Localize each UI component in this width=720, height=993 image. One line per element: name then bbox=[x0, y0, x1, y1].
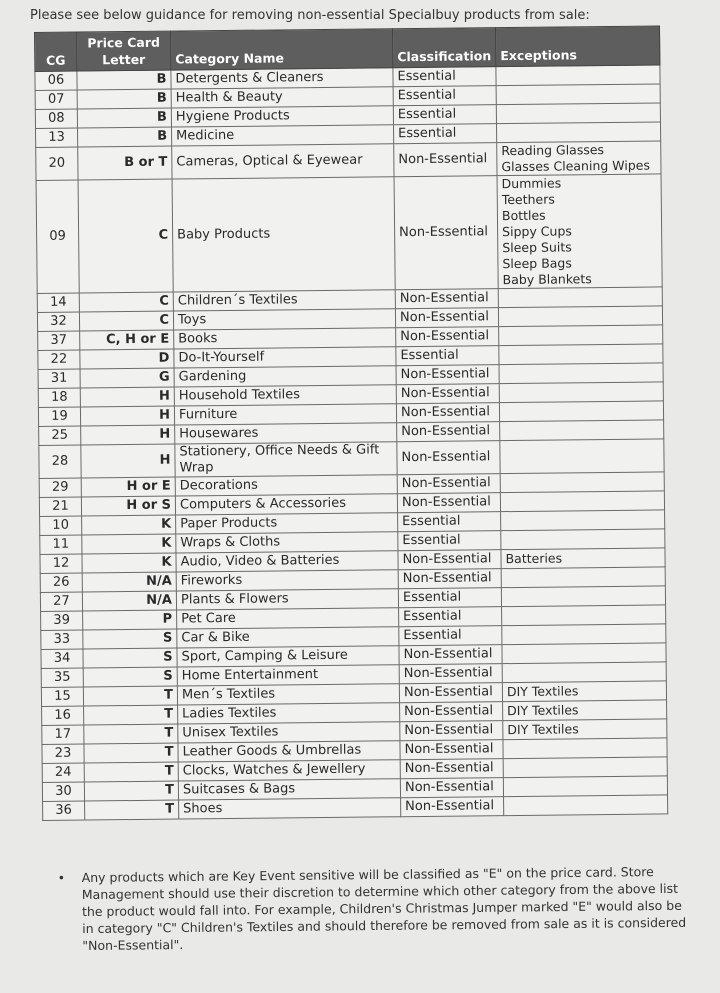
exception-item: Batteries bbox=[505, 550, 563, 567]
cg-cell: 06 bbox=[35, 71, 77, 90]
cg-cell: 36 bbox=[43, 801, 85, 820]
header-category-name: Category Name bbox=[170, 29, 392, 70]
price-card-letter-cell: N/A bbox=[82, 572, 176, 592]
header-price-card-letter bbox=[77, 31, 171, 71]
price-card-letter-cell: T bbox=[84, 781, 178, 801]
classification-cell: Essential bbox=[396, 346, 499, 366]
price-card-letter-cell: S bbox=[83, 648, 177, 668]
classification-cell: Non-Essential bbox=[395, 308, 498, 328]
cg-cell: 12 bbox=[40, 554, 82, 573]
table-header-row bbox=[35, 26, 660, 72]
exceptions-cell bbox=[500, 491, 664, 512]
exception-item: Teethers bbox=[501, 191, 555, 208]
table-row bbox=[36, 174, 662, 294]
category-name-cell: Men´s Textiles bbox=[177, 684, 399, 705]
exceptions-cell bbox=[500, 439, 664, 474]
category-name-cell: Books bbox=[174, 328, 396, 349]
price-card-letter-cell: H bbox=[81, 425, 175, 445]
exceptions-cell bbox=[497, 174, 662, 289]
price-card-letter-cell: D bbox=[80, 349, 174, 369]
exception-item: Dummies bbox=[501, 175, 562, 192]
cg-cell: 21 bbox=[39, 497, 81, 516]
bullet-point: • bbox=[57, 870, 66, 886]
exceptions-cell bbox=[503, 738, 667, 759]
category-name-cell: Medicine bbox=[172, 125, 394, 146]
price-card-letter-cell: H bbox=[80, 387, 174, 407]
cg-cell: 07 bbox=[35, 90, 77, 109]
table-body bbox=[35, 65, 668, 821]
exceptions-cell bbox=[498, 287, 662, 308]
cg-cell: 34 bbox=[41, 649, 83, 668]
exceptions-cell bbox=[503, 700, 667, 721]
classification-cell: Non-Essential bbox=[399, 645, 502, 665]
note-text: Any products which are Key Event sensitive will be classified as "E" on the price card. Store Management should use their discretion to determine which other category from the above list the product would fall into. For example, Children's Christmas Jumper marked "E" would also be in category "C" Children's Textiles and should therefore be removed from sale as it is considered "Non-Essential". bbox=[81, 864, 687, 954]
cg-cell: 08 bbox=[35, 109, 77, 128]
cg-cell: 32 bbox=[37, 312, 79, 331]
category-name-cell: Fireworks bbox=[176, 570, 398, 591]
cg-cell: 09 bbox=[36, 180, 79, 293]
category-name-cell: Do-It-Yourself bbox=[174, 347, 396, 368]
exceptions-cell bbox=[501, 510, 665, 531]
category-name-cell: Plants & Flowers bbox=[176, 589, 398, 610]
cg-cell: 14 bbox=[37, 293, 79, 312]
guidance-note bbox=[57, 863, 689, 955]
classification-cell: Non-Essential bbox=[400, 740, 503, 760]
price-card-letter-cell: N/A bbox=[82, 591, 176, 611]
price-card-letter-cell: P bbox=[83, 610, 177, 630]
cg-cell: 30 bbox=[42, 782, 84, 801]
classification-cell: Non-Essential bbox=[399, 683, 502, 703]
cg-cell: 15 bbox=[41, 687, 83, 706]
exceptions-cell bbox=[502, 662, 666, 683]
cg-cell: 22 bbox=[38, 350, 80, 369]
price-card-letter-cell: G bbox=[80, 368, 174, 388]
exception-item: Reading Glasses bbox=[501, 142, 605, 159]
classification-cell: Non-Essential bbox=[400, 759, 503, 779]
cg-cell: 35 bbox=[41, 668, 83, 687]
exceptions-cell bbox=[499, 344, 663, 365]
category-name-cell: Gardening bbox=[174, 366, 396, 387]
exceptions-cell bbox=[496, 65, 660, 86]
classification-cell: Non-Essential bbox=[400, 778, 503, 798]
price-card-letter-cell: K bbox=[82, 534, 176, 554]
category-name-cell: Cameras, Optical & Eyewear bbox=[172, 144, 394, 179]
exceptions-cell bbox=[499, 325, 663, 346]
exceptions-cell bbox=[499, 382, 663, 403]
price-card-letter-cell: H bbox=[80, 406, 174, 426]
classification-cell: Non-Essential bbox=[399, 664, 502, 684]
cg-cell: 31 bbox=[38, 369, 80, 388]
classification-cell: Essential bbox=[399, 626, 502, 646]
cg-cell: 33 bbox=[41, 630, 83, 649]
cg-cell: 29 bbox=[39, 478, 81, 497]
exception-item: DIY Textiles bbox=[507, 702, 579, 719]
price-card-letter-cell: B or T bbox=[78, 146, 172, 180]
price-card-letter-cell: B bbox=[78, 127, 172, 147]
category-name-cell: Ladies Textiles bbox=[178, 703, 400, 724]
classification-cell: Non-Essential bbox=[400, 702, 503, 722]
exceptions-cell bbox=[501, 567, 665, 588]
header-letter-line2: Letter bbox=[102, 51, 146, 68]
classification-cell: Non-Essential bbox=[400, 721, 503, 741]
cg-cell: 19 bbox=[38, 407, 80, 426]
classification-cell: Essential bbox=[398, 588, 501, 608]
price-card-letter-cell: T bbox=[84, 762, 178, 782]
cg-cell: 25 bbox=[39, 426, 81, 445]
category-name-cell: Audio, Video & Batteries bbox=[176, 551, 398, 572]
intro-text: Please see below guidance for removing non-essential Specialbuy products from sale: bbox=[30, 8, 590, 23]
category-name-cell: Leather Goods & Umbrellas bbox=[178, 741, 400, 762]
price-card-letter-cell: K bbox=[82, 553, 176, 573]
classification-cell: Essential bbox=[393, 124, 496, 144]
exceptions-cell bbox=[498, 306, 662, 327]
price-card-letter-cell: B bbox=[77, 89, 171, 109]
price-card-letter-cell: H or S bbox=[81, 496, 175, 516]
classification-cell: Non-Essential bbox=[394, 176, 498, 290]
classification-cell: Non-Essential bbox=[396, 327, 499, 347]
cg-cell: 13 bbox=[36, 128, 78, 147]
price-card-letter-cell: K bbox=[82, 515, 176, 535]
exceptions-cell bbox=[502, 624, 666, 645]
category-name-cell: Pet Care bbox=[177, 608, 399, 629]
exceptions-cell bbox=[503, 757, 667, 778]
cg-cell: 16 bbox=[42, 706, 84, 725]
cg-cell: 11 bbox=[40, 535, 82, 554]
exception-item: Glasses Cleaning Wipes bbox=[501, 157, 651, 175]
classification-cell: Non-Essential bbox=[401, 797, 504, 817]
category-name-cell: Computers & Accessories bbox=[175, 494, 397, 515]
price-card-letter-cell: B bbox=[77, 70, 171, 90]
classification-cell: Non-Essential bbox=[395, 289, 498, 309]
price-card-letter-cell: C bbox=[78, 179, 173, 293]
cg-cell: 39 bbox=[41, 611, 83, 630]
exception-item: Sleep Bags bbox=[502, 255, 572, 272]
exception-item: Bottles bbox=[501, 207, 546, 224]
price-card-letter-cell: T bbox=[84, 724, 178, 744]
exceptions-cell bbox=[504, 795, 668, 816]
classification-cell: Non-Essential bbox=[396, 384, 499, 404]
classification-cell: Essential bbox=[398, 512, 501, 532]
classification-cell: Essential bbox=[393, 86, 496, 106]
category-name-cell: Suitcases & Bags bbox=[178, 779, 400, 800]
exceptions-cell bbox=[502, 681, 666, 702]
price-card-letter-cell: T bbox=[83, 686, 177, 706]
exception-item: Sippy Cups bbox=[502, 223, 572, 240]
header-letter-line1: Price Card bbox=[87, 34, 160, 51]
price-card-letter-cell: C, H or E bbox=[80, 330, 174, 350]
exception-item: Sleep Suits bbox=[502, 239, 572, 256]
category-name-cell: Car & Bike bbox=[177, 627, 399, 648]
classification-cell: Non-Essential bbox=[398, 569, 501, 589]
category-name-cell: Home Entertainment bbox=[177, 665, 399, 686]
classification-cell: Essential bbox=[393, 67, 496, 87]
exceptions-cell bbox=[497, 141, 661, 176]
category-name-cell: Baby Products bbox=[172, 177, 395, 292]
classification-cell: Non-Essential bbox=[398, 550, 501, 570]
classification-cell: Essential bbox=[399, 607, 502, 627]
cg-cell: 18 bbox=[38, 388, 80, 407]
classification-cell: Non-Essential bbox=[396, 403, 499, 423]
exceptions-cell bbox=[502, 643, 666, 664]
category-name-cell: Stationery, Office Needs & Gift Wrap bbox=[175, 442, 397, 477]
classification-cell: Non-Essential bbox=[394, 143, 497, 177]
classification-cell: Non-Essential bbox=[397, 493, 500, 513]
category-name-cell: Household Textiles bbox=[174, 385, 396, 406]
cg-cell: 26 bbox=[40, 573, 82, 592]
price-card-letter-cell: T bbox=[84, 705, 178, 725]
exceptions-cell bbox=[496, 122, 660, 143]
exceptions-cell bbox=[499, 363, 663, 384]
cg-cell: 23 bbox=[42, 744, 84, 763]
category-name-cell: Children´s Textiles bbox=[173, 290, 395, 311]
exceptions-cell bbox=[501, 586, 665, 607]
category-name-cell: Decorations bbox=[175, 475, 397, 496]
price-card-letter-cell: T bbox=[84, 743, 178, 763]
category-name-cell: Furniture bbox=[174, 404, 396, 425]
price-card-letter-cell: S bbox=[83, 629, 177, 649]
header-cg: CG bbox=[35, 32, 77, 71]
header-exceptions: Exceptions bbox=[495, 26, 659, 67]
category-name-cell: Paper Products bbox=[176, 513, 398, 534]
category-name-cell: Housewares bbox=[175, 423, 397, 444]
category-name-cell: Detergents & Cleaners bbox=[171, 68, 393, 89]
cg-cell: 17 bbox=[42, 725, 84, 744]
cg-cell: 28 bbox=[39, 445, 81, 478]
price-card-letter-cell: H bbox=[81, 444, 175, 478]
price-card-letter-cell: B bbox=[77, 108, 171, 128]
category-name-cell: Wraps & Cloths bbox=[176, 532, 398, 553]
classification-cell: Essential bbox=[393, 105, 496, 125]
category-name-cell: Sport, Camping & Leisure bbox=[177, 646, 399, 667]
price-card-letter-cell: H or E bbox=[81, 477, 175, 497]
exceptions-cell bbox=[502, 605, 666, 626]
category-name-cell: Toys bbox=[173, 309, 395, 330]
exceptions-cell bbox=[499, 401, 663, 422]
classification-cell: Non-Essential bbox=[397, 422, 500, 442]
header-classification: Classification bbox=[392, 28, 495, 68]
exceptions-cell bbox=[496, 103, 660, 124]
classification-cell: Non-Essential bbox=[397, 474, 500, 494]
exception-item: DIY Textiles bbox=[506, 683, 579, 700]
cg-cell: 10 bbox=[40, 516, 82, 535]
cg-cell: 37 bbox=[38, 331, 80, 350]
exceptions-cell bbox=[503, 719, 667, 740]
price-card-letter-cell: C bbox=[79, 292, 173, 312]
exception-item: DIY Textiles bbox=[507, 721, 579, 738]
exceptions-cell bbox=[503, 776, 667, 797]
category-name-cell: Health & Beauty bbox=[171, 87, 393, 108]
category-name-cell: Hygiene Products bbox=[171, 106, 393, 127]
category-name-cell: Clocks, Watches & Jewellery bbox=[178, 760, 400, 781]
exceptions-cell bbox=[500, 420, 664, 441]
price-card-letter-cell: S bbox=[83, 667, 177, 687]
cg-cell: 20 bbox=[36, 147, 78, 180]
price-card-letter-cell: C bbox=[79, 311, 173, 331]
classification-cell: Non-Essential bbox=[396, 365, 499, 385]
category-name-cell: Shoes bbox=[179, 798, 401, 819]
category-name-cell: Unisex Textiles bbox=[178, 722, 400, 743]
cg-cell: 27 bbox=[40, 592, 82, 611]
category-table bbox=[34, 25, 668, 821]
classification-cell: Essential bbox=[398, 531, 501, 551]
exception-item: Baby Blankets bbox=[502, 271, 592, 288]
classification-cell: Non-Essential bbox=[397, 441, 500, 475]
exceptions-cell bbox=[501, 548, 665, 569]
exceptions-cell bbox=[500, 472, 664, 493]
exceptions-cell bbox=[501, 529, 665, 550]
price-card-letter-cell: T bbox=[85, 800, 179, 820]
exceptions-cell bbox=[496, 84, 660, 105]
cg-cell: 24 bbox=[42, 763, 84, 782]
